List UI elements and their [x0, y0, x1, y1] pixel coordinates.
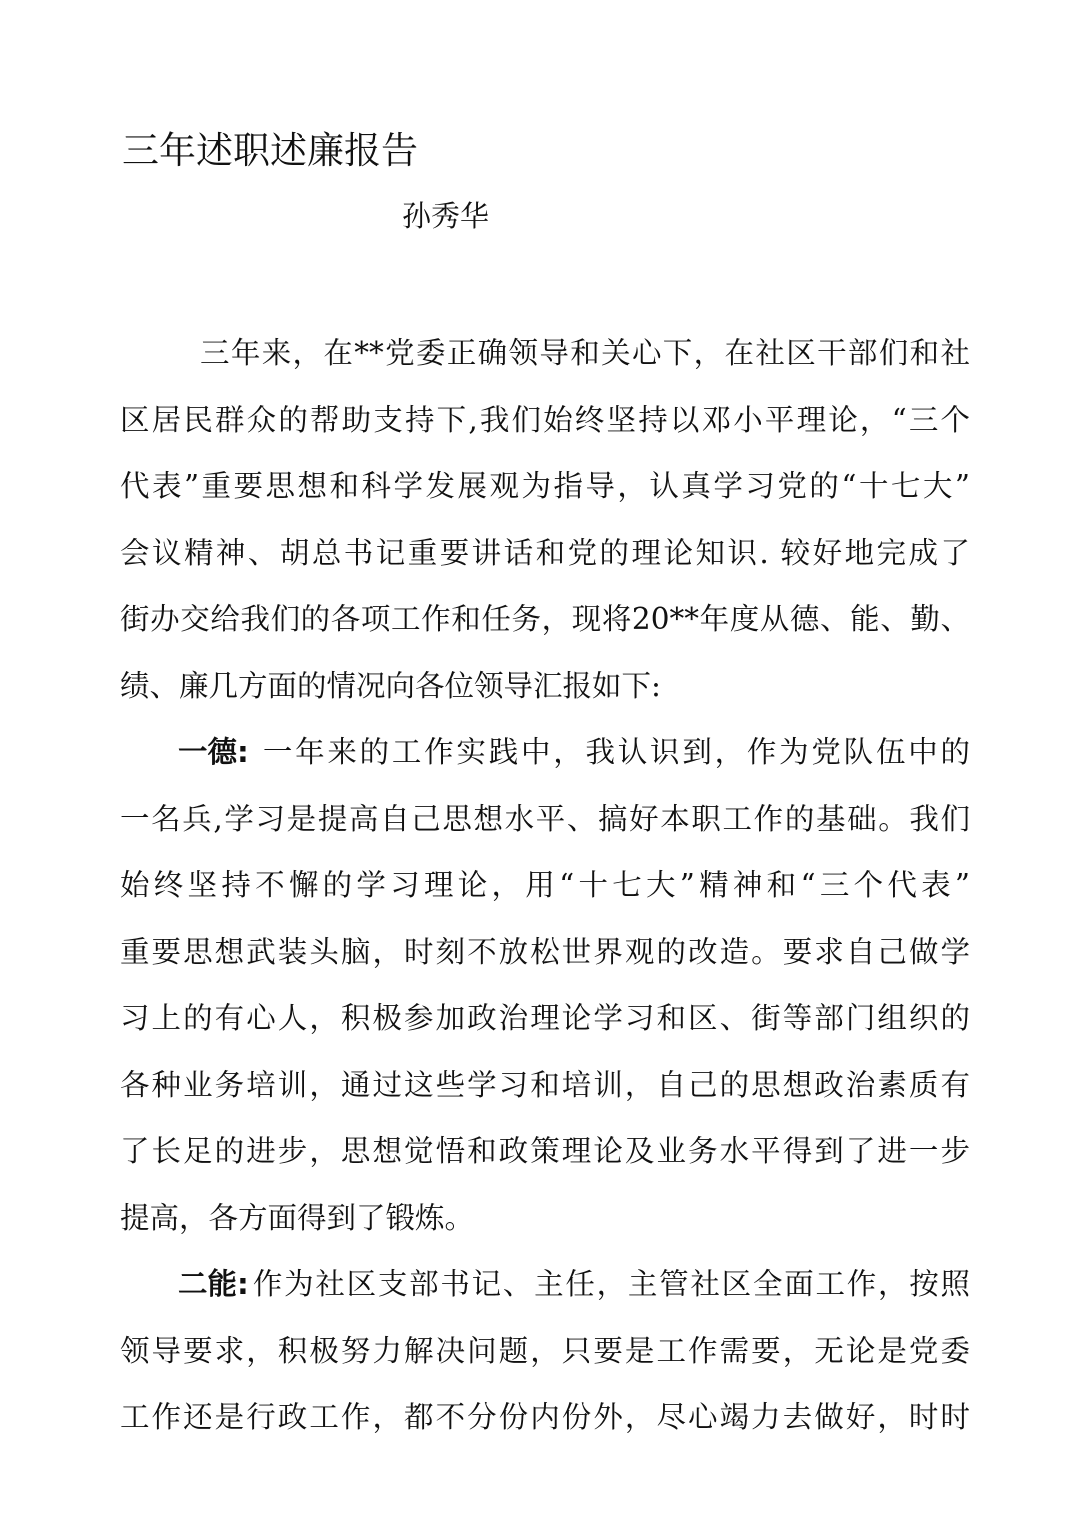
section-lead-neng: 二能:: [178, 1267, 249, 1301]
paragraph-line: 街办交给我们的各项工作和任务，现将20**年度从德、能、勤、: [120, 602, 970, 636]
document-title: 三年述职述廉报告: [122, 129, 418, 172]
paragraph-line: 提高，各方面得到了锻炼。: [120, 1200, 475, 1235]
section-lead-de: 一德:: [178, 735, 249, 769]
paragraph-line: 会议精神、胡总书记重要讲话和党的理论知识. 较好地完成了: [120, 535, 970, 570]
paragraph-line: 始终坚持不懈的学习理论，用“十七大”精神和“三个代表”: [120, 868, 970, 902]
paragraph-line: 绩、廉几方面的情况向各位领导汇报如下:: [120, 668, 661, 703]
paragraph-line: 区居民群众的帮助支持下,我们始终坚持以邓小平理论，“三个: [120, 402, 970, 437]
paragraph-line: 习上的有心人，积极参加政治理论学习和区、街等部门组织的: [120, 1001, 970, 1035]
paragraph-line: 二能: 作为社区支部书记、主任，主管社区全面工作，按照: [120, 1259, 970, 1326]
paragraph-line: 重要思想武装头脑，时刻不放松世界观的改造。要求自己做学: [120, 934, 970, 969]
author-name: 孙秀华: [402, 199, 490, 233]
paragraph-line: 代表”重要思想和科学发展观为指导，认真学习党的“十七大”: [120, 469, 970, 503]
document-body: [120, 328, 970, 1459]
paragraph-line: 了长足的进步，思想觉悟和政策理论及业务水平得到了进一步: [120, 1134, 970, 1168]
paragraph-line: 一德: 一年来的工作实践中，我认识到，作为党队伍中的: [120, 727, 970, 794]
paragraph-line: 三年来，在**党委正确领导和关心下，在社区干部们和社: [200, 336, 970, 370]
paragraph-line: 工作还是行政工作，都不分份内份外，尽心竭力去做好，时时: [120, 1400, 970, 1434]
paragraph-line: 各种业务培训，通过这些学习和培训，自己的思想政治素质有: [120, 1067, 970, 1102]
paragraph-line: 领导要求，积极努力解决问题，只要是工作需要，无论是党委: [120, 1333, 970, 1368]
paragraph-line: 一名兵,学习是提高自己思想水平、搞好本职工作的基础。我们: [120, 801, 970, 836]
